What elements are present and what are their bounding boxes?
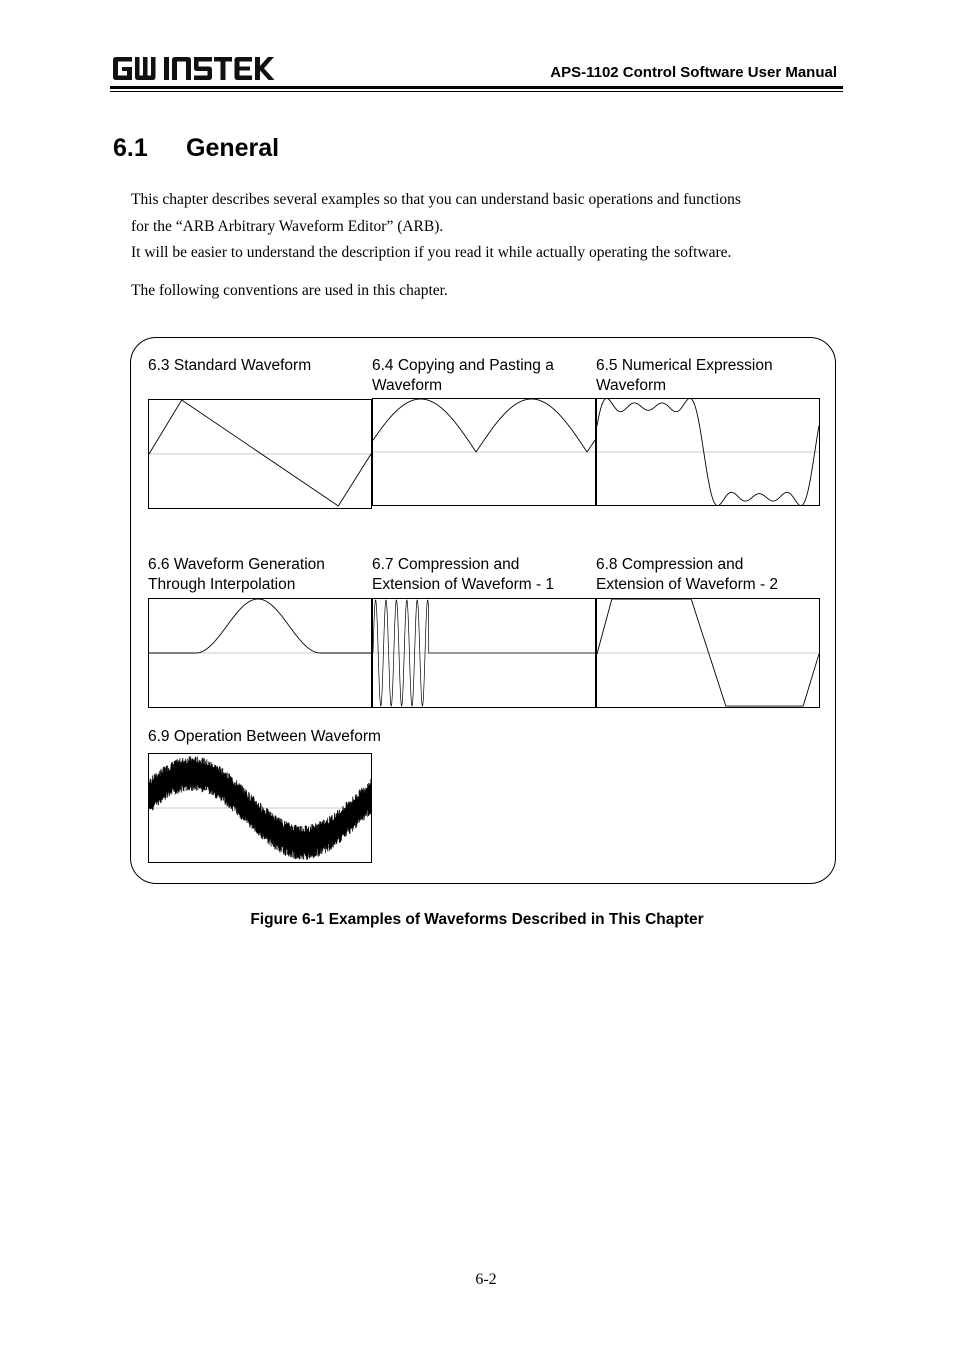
interpolation-waveform-graphic (149, 599, 371, 707)
paragraph-line: The following conventions are used in this chapter. (131, 281, 448, 299)
waveform-label-standard (148, 356, 374, 376)
waveform-label-line: Waveform (596, 376, 667, 394)
waveform-label-line: Through Interpolation (148, 575, 296, 593)
waveform-label-line: 6.4 Copying and Pasting a (372, 357, 554, 374)
section-title: General (186, 134, 280, 162)
waveform-label-operation (148, 727, 448, 747)
waveform-label-line: Extension of Waveform - 1 (372, 575, 555, 593)
waveform-label-compression-2 (596, 555, 822, 594)
page-number: 6-2 (475, 1271, 497, 1288)
compression-2-waveform-graphic (597, 599, 819, 707)
paragraph-line: It will be easier to understand the description if you read it while actually operating the software. (131, 244, 732, 261)
waveform-label-line: 6.9 Operation Between Waveform (148, 728, 381, 745)
waveform-label-copy-paste (372, 356, 598, 395)
compression-1-waveform-graphic (373, 599, 595, 707)
waveform-label-line: Extension of Waveform - 2 (596, 575, 779, 593)
waveform-label-compression-1 (372, 555, 598, 594)
waveform-label-line: 6.5 Numerical Expression (596, 357, 773, 374)
waveform-box-interpolation (148, 598, 372, 708)
header-rule-thin (110, 91, 843, 92)
logo-graphic (112, 56, 277, 82)
waveform-box-copy-paste (372, 398, 596, 506)
waveform-box-compression-1 (372, 598, 596, 708)
waveform-label-numerical (596, 356, 822, 395)
waveform-label-line: 6.7 Compression and (372, 556, 520, 573)
waveform-box-compression-2 (596, 598, 820, 708)
section-heading (113, 134, 279, 163)
manual-title: APS-1102 Control Software User Manual (550, 64, 837, 81)
gw-instek-logo (112, 56, 277, 87)
waveform-box-numerical (596, 398, 820, 506)
numerical-waveform-graphic (597, 399, 819, 505)
waveform-label-line: 6.6 Waveform Generation (148, 556, 325, 573)
header-rule-thick (110, 86, 843, 89)
waveform-label-line: 6.3 Standard Waveform (148, 357, 312, 374)
waveform-box-operation (148, 753, 372, 863)
waveform-label-line: 6.8 Compression and (596, 556, 744, 573)
figure-caption: Figure 6-1 Examples of Waveforms Described in This Chapter (250, 911, 704, 928)
copy-paste-waveform-graphic (373, 399, 595, 505)
paragraph-line: This chapter describes several examples so that you can understand basic operations and functions (131, 191, 741, 208)
waveform-label-line: Waveform (372, 376, 443, 394)
body-text (131, 187, 846, 304)
section-number: 6.1 (113, 134, 148, 162)
operation-waveform-graphic (149, 754, 371, 862)
standard-waveform-graphic (149, 400, 371, 508)
waveform-box-standard (148, 399, 372, 509)
waveform-label-interpolation (148, 555, 374, 594)
paragraph-line: for the “ARB Arbitrary Waveform Editor” (ARB). (131, 217, 444, 235)
